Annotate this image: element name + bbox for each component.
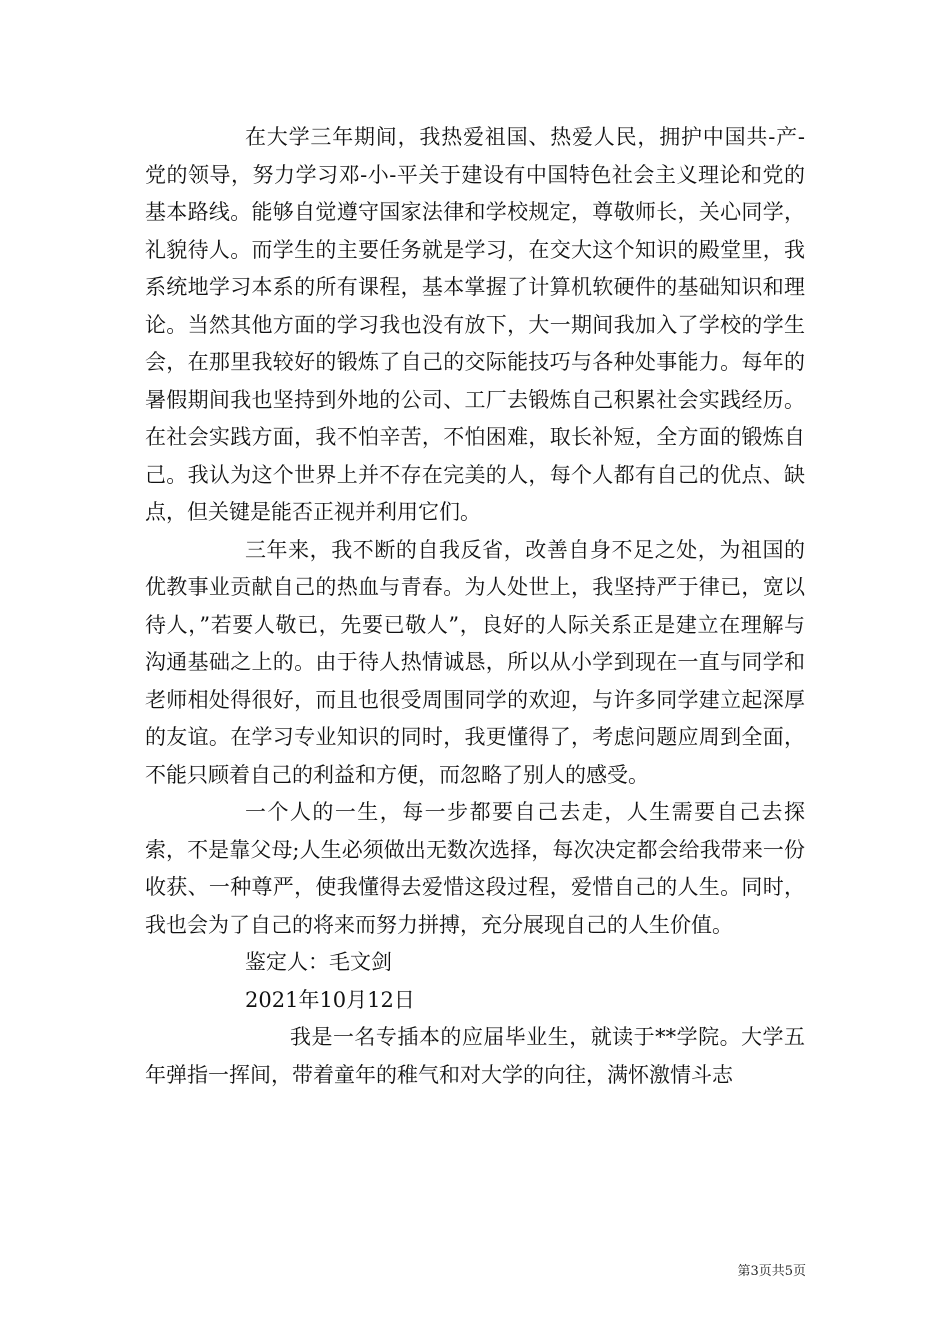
document-body [145, 119, 805, 1094]
page-number: 第3页共5页 [737, 1264, 806, 1279]
signature-line: 鉴定人：毛文剑 [245, 950, 392, 974]
paragraph-2: 三年来，我不断的自我反省，改善自身不足之处，为祖国的优教事业贡献自己的热血与青春。为人处世上，我坚持严于律已，宽以待人，”若要人敬已，先要已敬人”，良好的人际关系正是建立在理解与沟通基础之上的。由于待人热情诚恳，所以从小学到现在一直与同学和老师相处得很好，而且也很受周围同学的欢迎，与许多同学建立起深厚的友谊。在学习专业知识的同时，我更懂得了，考虑问题应周到全面，不能只顾着自己的利益和方便，而忽略了别人的感受。 [145, 537, 805, 787]
paragraph-3: 一个人的一生，每一步都要自己去走，人生需要自己去探索，不是靠父母;人生必须做出无数次选择，每次决定都会给我带来一份收获、一种尊严，使我懂得去爱惜这段过程，爱惜自己的人生。同时，我也会为了自己的将来而努力拼搏，充分展现自己的人生价值。 [145, 800, 805, 937]
date-line: 2021年10月12日 [245, 987, 415, 1012]
paragraph-1: 在大学三年期间，我热爱祖国、热爱人民，拥护中国共-产-党的领导，努力学习邓-小-平关于建设有中国特色社会主义理论和党的基本路线。能够自觉遵守国家法律和学校规定，尊敬师长，关心同学，礼貌待人。而学生的主要任务就是学习，在交大这个知识的殿堂里，我系统地学习本系的所有课程，基本掌握了计算机软硬件的基础知识和理论。当然其他方面的学习我也没有放下，大一期间我加入了学校的学生会，在那里我较好的锻炼了自己的交际能技巧与各种处事能力。每年的暑假期间我也坚持到外地的公司、工厂去锻炼自己积累社会实践经历。在社会实践方面，我不怕辛苦，不怕困难，取长补短，全方面的锻炼自己。我认为这个世界上并不存在完美的人，每个人都有自己的优点、缺点，但关键是能否正视并利用它们。 [145, 125, 805, 524]
paragraph-4: 我是一名专插本的应届毕业生，就读于**学院。大学五年弹指一挥间，带着童年的稚气和对大学的向往，满怀激情斗志 [145, 1025, 805, 1087]
